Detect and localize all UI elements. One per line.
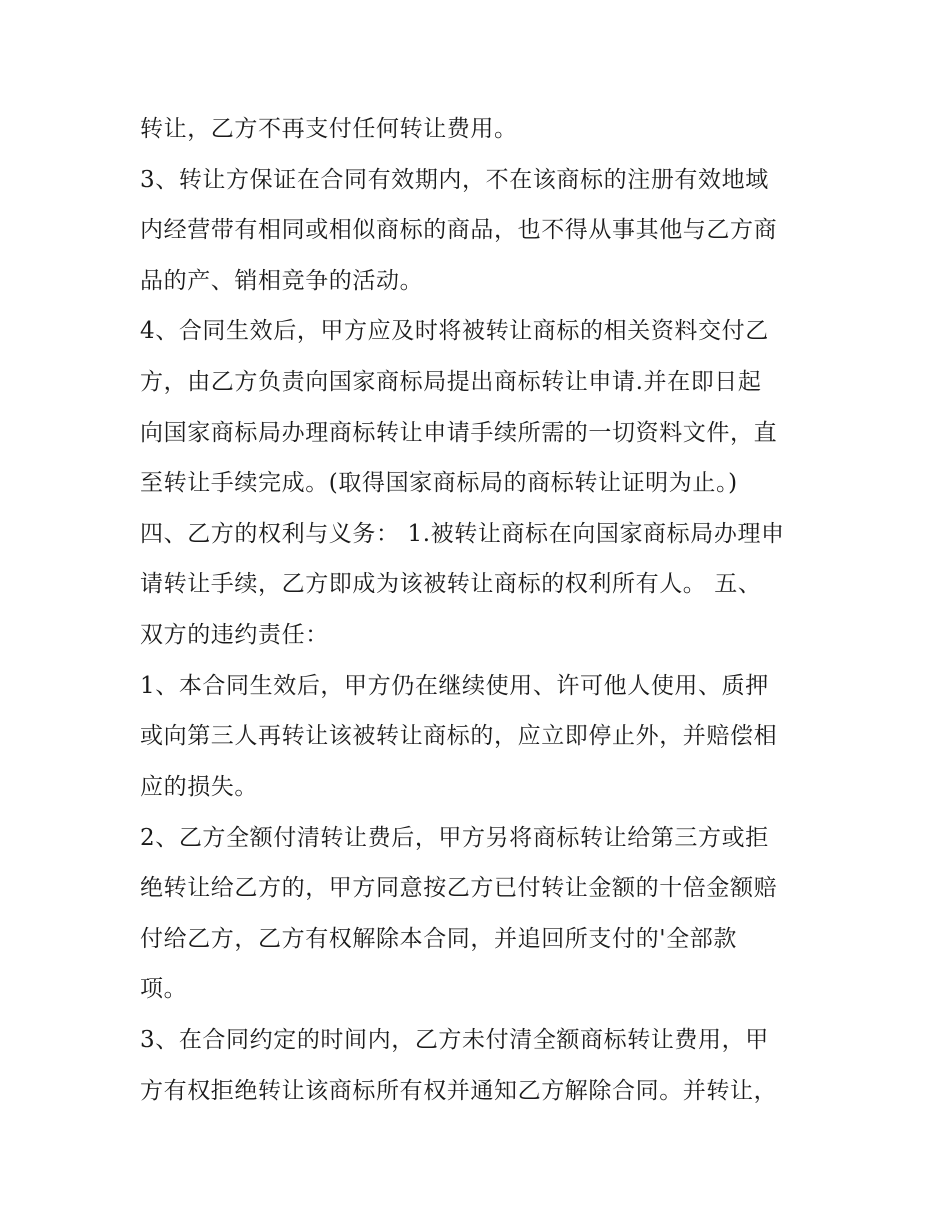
- text-line: 双方的违约责任：: [140, 622, 329, 648]
- text-line: 4、合同生效后，甲方应及时将被转让商标的相关资料交付乙: [140, 318, 769, 344]
- text-line: 项。: [140, 976, 188, 1002]
- text-line: 3、转让方保证在合同有效期内，不在该商标的注册有效地域: [140, 167, 769, 193]
- text-line: 请转让手续，乙方即成为该被转让商标的权利所有人。 五、: [140, 571, 762, 597]
- text-line: 方，由乙方负责向国家商标局提出商标转让申请.并在即日起: [140, 369, 762, 395]
- text-line: 转让，乙方不再支付任何转让费用。: [140, 116, 518, 142]
- text-line: 3、在合同约定的时间内，乙方未付清全额商标转让费用，甲: [140, 1027, 769, 1053]
- text-line: 四、乙方的权利与义务： 1.被转让商标在向国家商标局办理申: [140, 521, 785, 547]
- text-line: 绝转让给乙方的，甲方同意按乙方已付转让金额的十倍金额赔: [140, 875, 778, 901]
- text-line: 内经营带有相同或相似商标的商品，也不得从事其他与乙方商: [140, 217, 778, 243]
- text-line: 1、本合同生效后，甲方仍在继续使用、许可他人使用、质押: [140, 673, 769, 699]
- text-line: 品的产、销相竞争的活动。: [140, 268, 424, 294]
- text-line: 付给乙方，乙方有权解除本合同，并追回所支付的'全部款: [140, 926, 737, 952]
- text-line: 或向第三人再转让该被转让商标的，应立即停止外，并赔偿相: [140, 723, 778, 749]
- text-line: 2、乙方全额付清转让费后，甲方另将商标转让给第三方或拒: [140, 825, 769, 851]
- text-line: 至转让手续完成。(取得国家商标局的商标转让证明为止。): [140, 470, 738, 496]
- text-line: 应的损失。: [140, 774, 258, 800]
- text-line: 方有权拒绝转让该商标所有权并通知乙方解除合同。并转让，: [140, 1078, 778, 1104]
- text-line: 向国家商标局办理商标转让申请手续所需的一切资料文件，直: [140, 420, 778, 446]
